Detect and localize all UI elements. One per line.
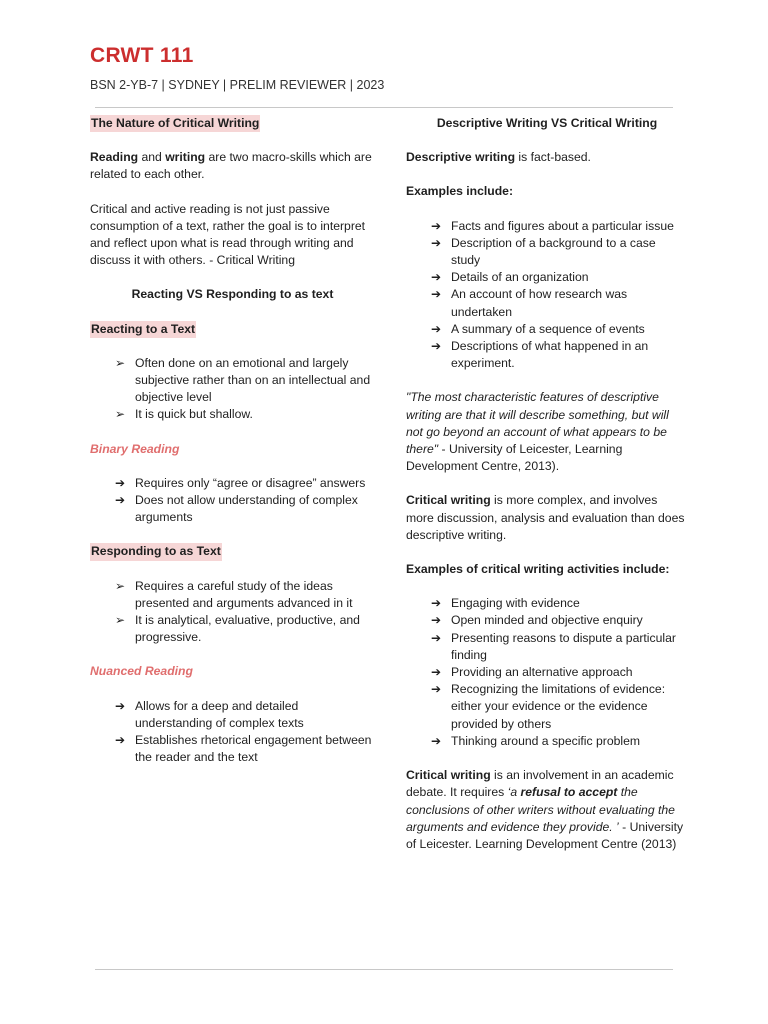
list-item-text: Open minded and objective enquiry xyxy=(451,613,643,628)
paragraph-descriptive-writing xyxy=(406,149,688,166)
quote-text: ‘a xyxy=(507,785,521,800)
arrow-bullet-icon: ➔ xyxy=(431,682,442,697)
list-item xyxy=(90,732,375,766)
list-item-text: Establishes rhetorical engagement between the reader and the text xyxy=(135,733,372,765)
arrow-bullet-icon: ➔ xyxy=(115,493,126,508)
nuanced-list xyxy=(90,698,375,767)
list-item-text: Recognizing the limitations of evidence: either your evidence or the evidence provided by others xyxy=(451,682,666,731)
quote-text: the conclusions of other writers without evaluating the arguments and evidence they provide. ’ xyxy=(406,785,675,834)
term-critical-writing: Critical writing xyxy=(406,768,491,783)
section-heading-responding: Responding to as Text xyxy=(90,543,222,560)
list-item-text: Details of an organization xyxy=(451,270,589,285)
list-item xyxy=(406,286,688,320)
document-subtitle: BSN 2-YB-7 | SYDNEY | PRELIM REVIEWER | 2023 xyxy=(90,78,385,92)
binary-list xyxy=(90,475,375,527)
term-critical-writing: Critical writing xyxy=(406,493,491,508)
list-item xyxy=(90,612,375,646)
text-fragment: and xyxy=(138,150,166,165)
arrow-bullet-icon: ➔ xyxy=(431,287,442,302)
list-item xyxy=(406,269,688,286)
list-item-text: It is analytical, evaluative, productive, and progressive. xyxy=(135,613,360,645)
arrow-bullet-icon: ➔ xyxy=(431,218,442,233)
list-item-text: Requires only “agree or disagree” answers xyxy=(135,475,366,490)
arrow-bullet-icon: ➔ xyxy=(431,339,442,354)
list-item xyxy=(406,321,688,338)
text-fragment: are two macro-skills which are related to each other. xyxy=(90,150,372,182)
quote-citation: - University of Leicester, Learning Development Centre, 2013). xyxy=(406,442,623,474)
arrow-bullet-icon: ➔ xyxy=(115,475,126,490)
list-item xyxy=(406,733,688,750)
list-item xyxy=(406,630,688,664)
arrow-bullet-icon: ➔ xyxy=(431,665,442,680)
list-item-text: Descriptions of what happened in an experiment. xyxy=(451,339,649,371)
list-item-text: A summary of a sequence of events xyxy=(451,321,645,336)
list-item-text: Providing an alternative approach xyxy=(451,665,633,680)
arrow-bullet-icon: ➔ xyxy=(431,321,442,336)
arrow-bullet-icon: ➔ xyxy=(431,235,442,250)
section-heading-reacting: Reacting to a Text xyxy=(90,321,196,338)
arrow-bullet-icon: ➔ xyxy=(431,596,442,611)
list-item xyxy=(90,492,375,526)
list-item xyxy=(90,698,375,732)
list-item-text: Requires a careful study of the ideas presented and arguments advanced in it xyxy=(135,578,353,610)
list-item xyxy=(406,595,688,612)
list-item xyxy=(90,578,375,612)
section-heading-descriptive-vs-critical: Descriptive Writing VS Critical Writing xyxy=(436,116,658,130)
critical-examples-heading: Examples of critical writing activities include: xyxy=(406,562,670,577)
paragraph-critical-writing xyxy=(406,492,688,544)
text-fragment: is an involvement in an academic debate. It requires xyxy=(406,768,674,800)
footer-divider xyxy=(95,969,673,970)
reacting-list xyxy=(90,355,375,424)
list-item xyxy=(406,235,688,269)
arrow-bullet-icon: ➔ xyxy=(431,733,442,748)
critical-examples-list xyxy=(406,595,688,750)
quote-text: "The most characteristic features of descriptive writing are that it will describe something, but will not go beyond an account of what appears to be there" xyxy=(406,390,669,457)
list-item-text: An account of how research was undertaken xyxy=(451,287,628,319)
term-reading: Reading xyxy=(90,150,139,165)
section-heading-binary: Binary Reading xyxy=(90,441,180,456)
header-divider xyxy=(95,107,673,108)
arrow-bullet-icon: ➔ xyxy=(431,270,442,285)
list-item-text: It is quick but shallow. xyxy=(135,407,253,422)
paragraph-critical-reading: Critical and active reading is not just passive consumption of a text, rather the goal is to interpret and reflect upon what is read through writing and discuss it with others. - Critical Writing xyxy=(90,201,366,268)
paragraph-macro-skills xyxy=(90,149,375,183)
list-item xyxy=(90,406,375,423)
text-fragment: is fact-based. xyxy=(515,150,591,165)
arrow-bullet-icon: ➔ xyxy=(431,630,442,645)
paragraph-critical-writing-debate xyxy=(406,767,688,853)
list-item-text: Does not allow understanding of complex arguments xyxy=(135,493,358,525)
term-descriptive-writing: Descriptive writing xyxy=(406,150,516,165)
list-item-text: Facts and figures about a particular issue xyxy=(451,218,674,233)
quote-emphasis: refusal to accept xyxy=(520,785,618,800)
list-item xyxy=(90,355,375,407)
text-fragment: is more complex, and involves more discussion, analysis and evaluation than does descriptive writing. xyxy=(406,493,685,542)
section-heading-nature: The Nature of Critical Writing xyxy=(90,115,260,132)
arrow-bullet-icon: ➔ xyxy=(115,698,126,713)
term-writing: writing xyxy=(165,150,206,165)
arrowhead-bullet-icon: ➢ xyxy=(115,407,126,422)
quote-citation: - University of Leicester. Learning Development Centre (2013) xyxy=(406,819,684,851)
list-item xyxy=(406,664,688,681)
arrowhead-bullet-icon: ➢ xyxy=(115,355,126,370)
list-item-text: Thinking around a specific problem xyxy=(451,733,641,748)
right-column xyxy=(406,115,688,870)
document-title: CRWT 111 xyxy=(90,44,194,67)
left-column xyxy=(90,115,375,783)
list-item xyxy=(406,338,688,372)
section-heading-react-vs-respond: Reacting VS Responding to as text xyxy=(131,287,334,302)
descriptive-examples-list xyxy=(406,218,688,373)
responding-list xyxy=(90,578,375,647)
list-item-text: Description of a background to a case study xyxy=(451,235,656,268)
examples-heading: Examples include: xyxy=(406,184,514,199)
quote-leicester-descriptive xyxy=(406,389,688,475)
list-item xyxy=(406,681,688,733)
list-item-text: Often done on an emotional and largely subjective rather than on an intellectual and objective level xyxy=(135,355,371,405)
section-heading-nuanced: Nuanced Reading xyxy=(90,664,193,679)
arrow-bullet-icon: ➔ xyxy=(115,733,126,748)
list-item xyxy=(406,218,688,235)
list-item-text: Engaging with evidence xyxy=(451,596,580,611)
arrowhead-bullet-icon: ➢ xyxy=(115,578,126,593)
arrowhead-bullet-icon: ➢ xyxy=(115,613,126,628)
list-item xyxy=(406,612,688,629)
list-item-text: Presenting reasons to dispute a particular finding xyxy=(451,630,676,662)
list-item-text: Allows for a deep and detailed understanding of complex texts xyxy=(135,698,304,730)
list-item xyxy=(90,475,375,492)
arrow-bullet-icon: ➔ xyxy=(431,613,442,628)
